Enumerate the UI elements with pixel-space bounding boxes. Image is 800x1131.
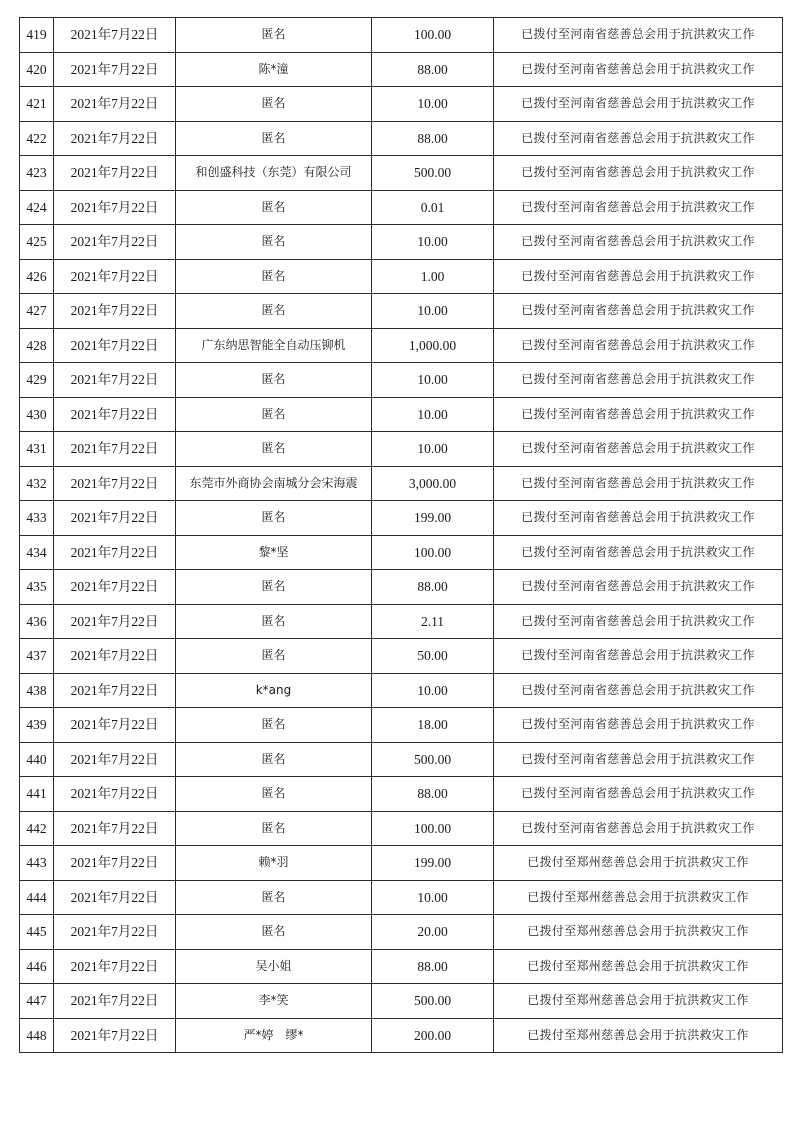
table-row [20,294,783,329]
donation-date-cell: 2021年7月22日 [54,1018,176,1053]
fund-usage-cell: 已拨付至河南省慈善总会用于抗洪救灾工作 [494,294,783,329]
fund-usage-cell: 已拨付至河南省慈善总会用于抗洪救灾工作 [494,156,783,191]
donation-date-cell: 2021年7月22日 [54,880,176,915]
donor-name-cell: 匿名 [176,708,372,743]
donation-amount-cell: 2.11 [372,604,494,639]
donor-name-cell: 陈*潼 [176,52,372,87]
fund-usage-cell: 已拨付至河南省慈善总会用于抗洪救灾工作 [494,501,783,536]
donation-date-cell: 2021年7月22日 [54,570,176,605]
donor-name-cell: 匿名 [176,811,372,846]
table-row [20,328,783,363]
donor-name-cell: 匿名 [176,18,372,53]
fund-usage-cell: 已拨付至河南省慈善总会用于抗洪救灾工作 [494,570,783,605]
fund-usage-cell: 已拨付至河南省慈善总会用于抗洪救灾工作 [494,604,783,639]
row-number-cell: 437 [20,639,54,674]
row-number-cell: 436 [20,604,54,639]
donation-amount-cell: 100.00 [372,18,494,53]
fund-usage-cell: 已拨付至河南省慈善总会用于抗洪救灾工作 [494,742,783,777]
fund-usage-cell: 已拨付至河南省慈善总会用于抗洪救灾工作 [494,811,783,846]
row-number-cell: 433 [20,501,54,536]
donation-date-cell: 2021年7月22日 [54,604,176,639]
donation-table [19,17,783,1053]
donation-date-cell: 2021年7月22日 [54,811,176,846]
row-number-cell: 420 [20,52,54,87]
row-number-cell: 444 [20,880,54,915]
table-row [20,18,783,53]
table-row [20,259,783,294]
donor-name-cell: 东莞市外商协会南城分会宋海震 [176,466,372,501]
row-number-cell: 439 [20,708,54,743]
donation-date-cell: 2021年7月22日 [54,397,176,432]
row-number-cell: 425 [20,225,54,260]
fund-usage-cell: 已拨付至郑州慈善总会用于抗洪救灾工作 [494,949,783,984]
row-number-cell: 445 [20,915,54,950]
donation-date-cell: 2021年7月22日 [54,156,176,191]
donation-date-cell: 2021年7月22日 [54,87,176,122]
fund-usage-cell: 已拨付至河南省慈善总会用于抗洪救灾工作 [494,328,783,363]
row-number-cell: 424 [20,190,54,225]
table-row [20,466,783,501]
table-row [20,570,783,605]
donation-date-cell: 2021年7月22日 [54,121,176,156]
donation-date-cell: 2021年7月22日 [54,777,176,812]
donation-date-cell: 2021年7月22日 [54,294,176,329]
donor-name-cell: 匿名 [176,87,372,122]
donation-date-cell: 2021年7月22日 [54,742,176,777]
donor-name-cell: 匿名 [176,432,372,467]
donation-amount-cell: 200.00 [372,1018,494,1053]
row-number-cell: 448 [20,1018,54,1053]
donation-date-cell: 2021年7月22日 [54,915,176,950]
donation-amount-cell: 88.00 [372,52,494,87]
fund-usage-cell: 已拨付至河南省慈善总会用于抗洪救灾工作 [494,708,783,743]
donation-amount-cell: 10.00 [372,880,494,915]
donation-amount-cell: 10.00 [372,294,494,329]
row-number-cell: 440 [20,742,54,777]
donation-amount-cell: 199.00 [372,501,494,536]
donor-name-cell: 匿名 [176,501,372,536]
table-row [20,811,783,846]
table-row [20,432,783,467]
donor-name-cell: 和创盛科技（东莞）有限公司 [176,156,372,191]
row-number-cell: 446 [20,949,54,984]
fund-usage-cell: 已拨付至河南省慈善总会用于抗洪救灾工作 [494,673,783,708]
fund-usage-cell: 已拨付至河南省慈善总会用于抗洪救灾工作 [494,397,783,432]
fund-usage-cell: 已拨付至郑州慈善总会用于抗洪救灾工作 [494,1018,783,1053]
row-number-cell: 442 [20,811,54,846]
donation-amount-cell: 10.00 [372,225,494,260]
donation-amount-cell: 10.00 [372,363,494,398]
fund-usage-cell: 已拨付至郑州慈善总会用于抗洪救灾工作 [494,915,783,950]
row-number-cell: 423 [20,156,54,191]
table-row [20,363,783,398]
row-number-cell: 447 [20,984,54,1019]
donation-amount-cell: 20.00 [372,915,494,950]
donor-name-cell: 匿名 [176,742,372,777]
donation-table-body [20,18,783,1053]
donation-date-cell: 2021年7月22日 [54,259,176,294]
donation-date-cell: 2021年7月22日 [54,466,176,501]
donor-name-cell: 黎*坚 [176,535,372,570]
donation-amount-cell: 100.00 [372,535,494,570]
donor-name-cell: 匿名 [176,604,372,639]
donor-name-cell: 匿名 [176,225,372,260]
donation-amount-cell: 100.00 [372,811,494,846]
donor-name-cell: 吴小姐 [176,949,372,984]
fund-usage-cell: 已拨付至河南省慈善总会用于抗洪救灾工作 [494,363,783,398]
donation-amount-cell: 10.00 [372,87,494,122]
donation-date-cell: 2021年7月22日 [54,535,176,570]
donor-name-cell: 李*笑 [176,984,372,1019]
table-row [20,880,783,915]
row-number-cell: 443 [20,846,54,881]
row-number-cell: 438 [20,673,54,708]
donor-name-cell: 匿名 [176,639,372,674]
donation-date-cell: 2021年7月22日 [54,984,176,1019]
fund-usage-cell: 已拨付至郑州慈善总会用于抗洪救灾工作 [494,984,783,1019]
donation-date-cell: 2021年7月22日 [54,363,176,398]
donation-amount-cell: 10.00 [372,673,494,708]
donor-name-cell: 赖*羽 [176,846,372,881]
table-row [20,949,783,984]
row-number-cell: 430 [20,397,54,432]
table-row [20,190,783,225]
table-row [20,846,783,881]
donation-date-cell: 2021年7月22日 [54,190,176,225]
table-row [20,501,783,536]
table-row [20,777,783,812]
fund-usage-cell: 已拨付至河南省慈善总会用于抗洪救灾工作 [494,190,783,225]
donor-name-cell: 匿名 [176,570,372,605]
donor-name-cell: 匿名 [176,294,372,329]
table-row [20,156,783,191]
donation-amount-cell: 88.00 [372,121,494,156]
donation-date-cell: 2021年7月22日 [54,501,176,536]
donation-date-cell: 2021年7月22日 [54,52,176,87]
fund-usage-cell: 已拨付至河南省慈善总会用于抗洪救灾工作 [494,18,783,53]
fund-usage-cell: 已拨付至河南省慈善总会用于抗洪救灾工作 [494,466,783,501]
table-row [20,742,783,777]
donation-date-cell: 2021年7月22日 [54,18,176,53]
donation-date-cell: 2021年7月22日 [54,673,176,708]
table-row [20,604,783,639]
donor-name-cell: 匿名 [176,363,372,398]
fund-usage-cell: 已拨付至河南省慈善总会用于抗洪救灾工作 [494,121,783,156]
table-row [20,984,783,1019]
row-number-cell: 434 [20,535,54,570]
table-row [20,121,783,156]
donation-date-cell: 2021年7月22日 [54,639,176,674]
fund-usage-cell: 已拨付至郑州慈善总会用于抗洪救灾工作 [494,880,783,915]
donation-amount-cell: 500.00 [372,984,494,1019]
fund-usage-cell: 已拨付至河南省慈善总会用于抗洪救灾工作 [494,777,783,812]
donor-name-cell: 广东纳思智能全自动压铆机 [176,328,372,363]
table-row [20,915,783,950]
table-row [20,52,783,87]
donation-date-cell: 2021年7月22日 [54,846,176,881]
row-number-cell: 422 [20,121,54,156]
donation-amount-cell: 88.00 [372,570,494,605]
donor-name-cell: 匿名 [176,190,372,225]
row-number-cell: 441 [20,777,54,812]
row-number-cell: 419 [20,18,54,53]
donor-name-cell: 匿名 [176,259,372,294]
donation-date-cell: 2021年7月22日 [54,949,176,984]
donation-amount-cell: 500.00 [372,156,494,191]
row-number-cell: 435 [20,570,54,605]
donation-amount-cell: 18.00 [372,708,494,743]
donation-amount-cell: 0.01 [372,190,494,225]
donation-date-cell: 2021年7月22日 [54,225,176,260]
donation-date-cell: 2021年7月22日 [54,328,176,363]
donation-amount-cell: 10.00 [372,397,494,432]
fund-usage-cell: 已拨付至河南省慈善总会用于抗洪救灾工作 [494,259,783,294]
table-row [20,673,783,708]
fund-usage-cell: 已拨付至河南省慈善总会用于抗洪救灾工作 [494,639,783,674]
donor-name-cell: 匿名 [176,397,372,432]
donor-name-cell: 匿名 [176,777,372,812]
donation-amount-cell: 500.00 [372,742,494,777]
row-number-cell: 427 [20,294,54,329]
fund-usage-cell: 已拨付至河南省慈善总会用于抗洪救灾工作 [494,87,783,122]
donation-amount-cell: 10.00 [372,432,494,467]
donation-amount-cell: 1,000.00 [372,328,494,363]
fund-usage-cell: 已拨付至河南省慈善总会用于抗洪救灾工作 [494,535,783,570]
row-number-cell: 421 [20,87,54,122]
row-number-cell: 429 [20,363,54,398]
fund-usage-cell: 已拨付至河南省慈善总会用于抗洪救灾工作 [494,432,783,467]
donation-amount-cell: 1.00 [372,259,494,294]
table-row [20,1018,783,1053]
donor-name-cell: 严*婷 缪* [176,1018,372,1053]
donor-name-cell: 匿名 [176,915,372,950]
donation-amount-cell: 88.00 [372,777,494,812]
row-number-cell: 431 [20,432,54,467]
table-row [20,708,783,743]
donor-name-cell: 匿名 [176,121,372,156]
fund-usage-cell: 已拨付至河南省慈善总会用于抗洪救灾工作 [494,225,783,260]
row-number-cell: 426 [20,259,54,294]
table-row [20,225,783,260]
donor-name-cell: k*ang [176,673,372,708]
table-row [20,535,783,570]
donation-date-cell: 2021年7月22日 [54,432,176,467]
fund-usage-cell: 已拨付至郑州慈善总会用于抗洪救灾工作 [494,846,783,881]
fund-usage-cell: 已拨付至河南省慈善总会用于抗洪救灾工作 [494,52,783,87]
row-number-cell: 428 [20,328,54,363]
donation-amount-cell: 50.00 [372,639,494,674]
donation-amount-cell: 88.00 [372,949,494,984]
donor-name-cell: 匿名 [176,880,372,915]
donation-amount-cell: 3,000.00 [372,466,494,501]
table-row [20,639,783,674]
row-number-cell: 432 [20,466,54,501]
table-row [20,87,783,122]
donation-date-cell: 2021年7月22日 [54,708,176,743]
table-row [20,397,783,432]
donation-amount-cell: 199.00 [372,846,494,881]
